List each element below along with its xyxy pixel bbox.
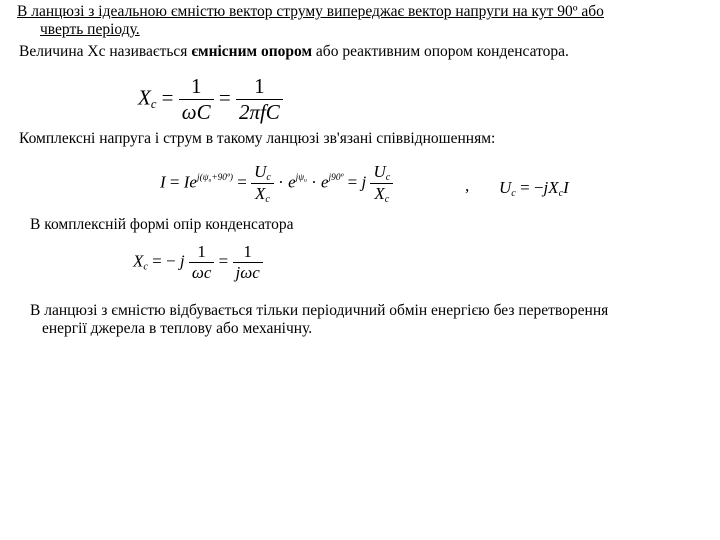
formula-3-j: j bbox=[179, 251, 185, 271]
paragraph-1-line-2: чверть періоду. bbox=[40, 21, 140, 38]
formula-2-separator-comma: , bbox=[465, 176, 470, 195]
formula-2-exp-sub: u bbox=[208, 177, 212, 184]
formula-2-e-2-exponent: j90º bbox=[328, 172, 344, 183]
formula-1-frac-1-den: ωC bbox=[179, 99, 214, 125]
formula-2-lhs: I bbox=[160, 172, 166, 192]
formula-2b-jx-sub: c bbox=[558, 188, 564, 200]
formula-3-frac-1-den: ωc bbox=[189, 262, 215, 283]
paragraph-2 bbox=[19, 43, 569, 61]
formula-2-frac-2-num-main: U bbox=[373, 162, 386, 181]
paragraph-5-line-2: енергії джерела в теплову або механічну. bbox=[42, 320, 313, 337]
formula-2-frac-1-den-sub: c bbox=[265, 194, 270, 206]
formula-2-frac-1-num-main: U bbox=[254, 162, 267, 181]
formula-2-term-1: Ie bbox=[183, 172, 197, 192]
formula-2b-lhs: U bbox=[499, 178, 512, 197]
formula-1-frac-2-num: 1 bbox=[254, 74, 265, 98]
formula-2b-jx: jX bbox=[543, 178, 559, 197]
formula-2b-minus: − bbox=[533, 178, 544, 197]
formula-2-fraction-1 bbox=[251, 162, 274, 205]
formula-2-eq-1: = bbox=[169, 172, 180, 192]
formula-complex-reactance bbox=[133, 242, 263, 283]
formula-1-frac-2-den: 2πfC bbox=[236, 99, 283, 125]
formula-1-frac-1-num: 1 bbox=[190, 74, 202, 98]
formula-2-frac-2-den-sub: c bbox=[384, 194, 390, 206]
formula-1-lhs: X bbox=[138, 85, 151, 110]
formula-2-frac-2-den-main: X bbox=[374, 184, 385, 204]
formula-2-exp-start: j(ψ bbox=[196, 172, 209, 183]
formula-capacitive-reactance bbox=[138, 74, 283, 125]
paragraph-2-bold-term: ємнісним опором bbox=[191, 43, 313, 60]
paragraph-5-line-1: В ланцюзі з ємністю відбувається тільки періодичний обмін енергією без перетворення bbox=[30, 302, 609, 319]
formula-2-frac-1-num bbox=[251, 162, 274, 183]
formula-3-frac-2-den: jωc bbox=[233, 262, 263, 283]
formula-3-fraction-2 bbox=[233, 242, 263, 283]
formula-2-frac-1-den bbox=[251, 183, 274, 205]
formula-2-frac-1-num-sub: c bbox=[266, 172, 271, 184]
formula-1-fraction-1 bbox=[179, 74, 214, 125]
formula-3-lhs: X bbox=[133, 251, 144, 271]
formula-1-lhs-sub: c bbox=[150, 97, 157, 112]
formula-2-e-1: e bbox=[288, 172, 296, 192]
formula-2-e-1-exp-sub: u bbox=[304, 177, 307, 184]
paragraph-1-line-1: В ланцюзі з ідеальною ємністю вектор струму випереджає вектор напруги на кут 90º або bbox=[17, 3, 604, 20]
formula-2-eq-3: = bbox=[347, 172, 358, 192]
formula-3-minus: − bbox=[166, 251, 176, 271]
formula-2-exp-end: +90º) bbox=[211, 172, 233, 183]
formula-2b-lhs-sub: c bbox=[511, 188, 516, 200]
formula-3-lhs-sub: c bbox=[143, 261, 148, 273]
paragraph-4: В комплексній формі опір конденсатора bbox=[30, 216, 294, 233]
formula-2-frac-2-den bbox=[370, 183, 393, 205]
formula-complex-voltage bbox=[499, 178, 569, 199]
formula-2-e-1-exponent bbox=[296, 173, 307, 183]
formula-3-eq-2: = bbox=[218, 251, 229, 271]
formula-3-frac-1-num: 1 bbox=[197, 242, 206, 261]
formula-2-e-1-exp-main: jψ bbox=[295, 172, 305, 183]
formula-2-frac-2-num bbox=[370, 162, 393, 183]
formula-2-eq-2: = bbox=[237, 172, 247, 192]
paragraph-3: Комплексні напруга і струм в такому ланцюзі зв'язані співвідношенням: bbox=[19, 130, 496, 147]
paragraph-2-prefix: Величина Хс називається bbox=[19, 43, 192, 60]
formula-2-frac-1-den-main: X bbox=[255, 184, 266, 204]
formula-2-dot-1: · bbox=[278, 172, 284, 192]
formula-1-fraction-2 bbox=[236, 74, 283, 125]
formula-complex-current bbox=[160, 162, 393, 205]
paragraph-2-suffix: або реактивним опором конденсатора. bbox=[312, 43, 569, 60]
formula-2b-eq: = bbox=[520, 178, 530, 197]
formula-3-fraction-1 bbox=[189, 242, 215, 283]
formula-1-eq-2: = bbox=[218, 85, 231, 110]
formula-3-eq-1: = bbox=[152, 251, 162, 271]
formula-1-eq: = bbox=[161, 85, 174, 110]
formula-2-dot-2: · bbox=[311, 172, 317, 192]
formula-3-frac-2-num: 1 bbox=[243, 242, 252, 261]
formula-2-fraction-2 bbox=[370, 162, 393, 205]
formula-2-frac-2-num-sub: c bbox=[385, 172, 391, 184]
formula-2-j: j bbox=[361, 172, 367, 192]
formula-2b-i: I bbox=[563, 178, 569, 197]
formula-2-e-2: e bbox=[321, 172, 329, 192]
formula-2-term-1-exponent bbox=[197, 173, 233, 183]
